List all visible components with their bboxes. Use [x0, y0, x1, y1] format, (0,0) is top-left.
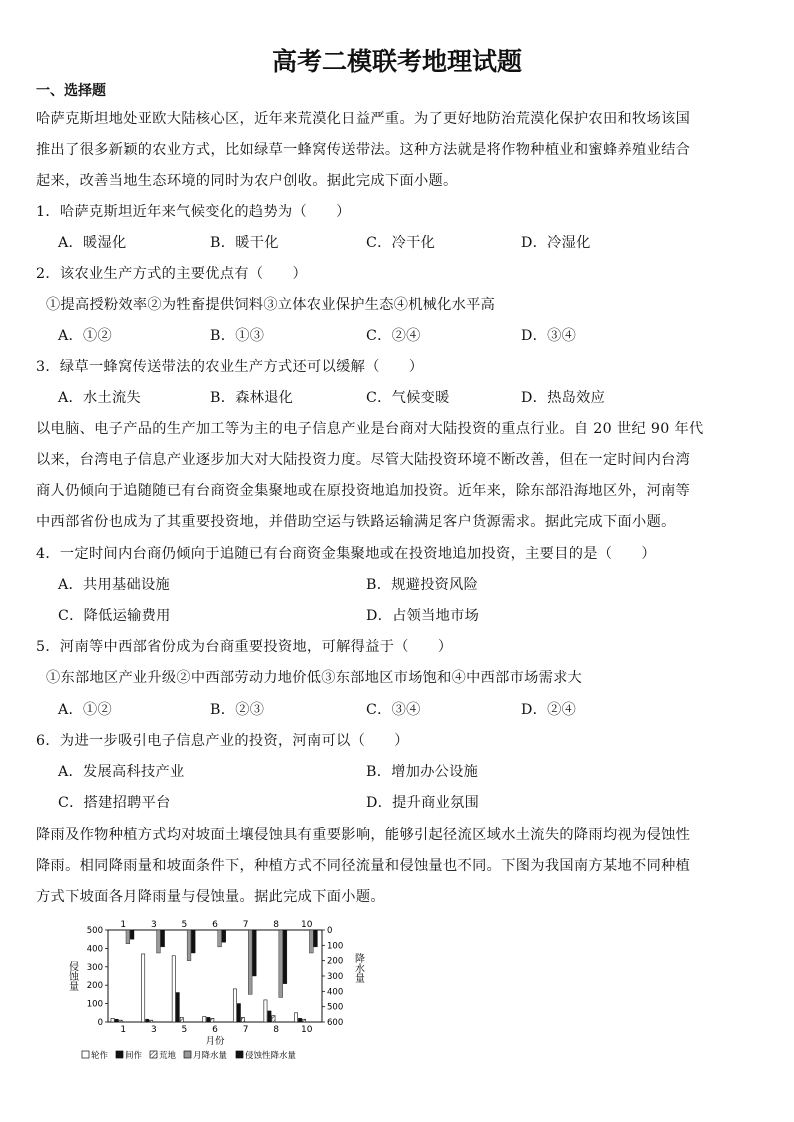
x-tick-label-top: 7 [242, 920, 249, 930]
legend-label: 侵蚀性降水量 [245, 1051, 297, 1061]
page-title: 高考二模联考地理试题 [271, 47, 522, 76]
x-tick-label-top: 10 [300, 920, 313, 930]
passage-line: 以来，台湾电子信息产业逐步加大对大陆投资力度。尽管大陆投资环境不断改善，但在一定时间内台湾 [36, 452, 691, 468]
option-c[interactable]: C．②④ [366, 328, 421, 344]
x-tick-label: 3 [150, 1025, 157, 1035]
option-d[interactable]: D．冷湿化 [521, 235, 591, 251]
question-stem: 1．哈萨克斯坦近年来气候变化的趋势为（ ） [36, 204, 351, 220]
bar-轮作 [142, 954, 145, 1022]
y2-tick-label: 400 [327, 987, 344, 998]
y-tick-label: 200 [86, 981, 103, 992]
bar-侵蚀性降水量 [191, 930, 195, 953]
passage-line: 起来，改善当地生态环境的同时为农户创收。据此完成下面小题。 [36, 173, 458, 189]
x-tick-label-top: 5 [181, 920, 188, 930]
bar-间作 [298, 1018, 301, 1022]
bar-侵蚀性降水量 [252, 930, 256, 976]
option-a[interactable]: A．共用基础设施 [58, 577, 170, 593]
question-stem: 3．绿草一蜂窝传送带法的农业生产方式还可以缓解（ ） [36, 359, 424, 375]
plot-frame [108, 930, 322, 1022]
option-b[interactable]: B．①③ [210, 328, 265, 344]
bar-月降水量 [187, 930, 191, 961]
passage-line: 商人仍倾向于追随随已有台商资金集聚地或在原投资地追加投资。近年来，除东部沿海地区外，河南等 [36, 483, 691, 499]
bar-月降水量 [126, 930, 130, 944]
option-b[interactable]: B．暖干化 [210, 235, 279, 251]
option-b[interactable]: B．增加办公设施 [366, 764, 479, 780]
bar-荒地 [302, 1019, 305, 1022]
y2-tick-label: 500 [327, 1002, 344, 1013]
question-stem: 6．为进一步吸引电子信息产业的投资，河南可以（ ） [36, 733, 409, 749]
passage-line: 降雨。相同降雨量和坡面条件下，种植方式不同径流量和侵蚀量也不同。下图为我国南方某地不同种植 [36, 858, 691, 874]
question-stem: 5．河南等中西部省份成为台商重要投资地，可解得益于（ ） [36, 639, 453, 655]
option-d[interactable]: D．③④ [521, 328, 577, 344]
y-axis-label: 侵蚀量 [66, 961, 78, 991]
bar-间作 [237, 1004, 240, 1022]
x-tick-label: 7 [242, 1025, 249, 1035]
question-statements: ①提高授粉效率②为牲畜提供饲料③立体农业保护生态④机械化水平高 [46, 297, 496, 313]
passage-line: 推出了很多新颖的农业方式，比如绿草一蜂窝传送带法。这种方法就是将作物种植业和蜜蜂养殖业结合 [36, 142, 691, 158]
x-tick-label-top: 1 [120, 920, 127, 930]
option-b[interactable]: B．规避投资风险 [366, 577, 479, 593]
passage-line: 降雨及作物种植方式均对坡面土壤侵蚀具有重要影响，能够引起径流区域水土流失的降雨均视为侵蚀性 [36, 827, 691, 843]
bar-轮作 [264, 1000, 267, 1022]
y2-tick-label: 100 [327, 941, 344, 952]
legend-swatch [82, 1051, 89, 1058]
option-d[interactable]: D．提升商业氛围 [366, 795, 480, 811]
option-d[interactable]: D．占领当地市场 [366, 608, 480, 624]
bar-间作 [146, 1019, 149, 1022]
bar-月降水量 [248, 930, 252, 994]
passage-line: 以电脑、电子产品的生产加工等为主的电子信息产业是台商对大陆投资的重点行业。自 20 世纪 90 年代 [36, 421, 704, 437]
bar-轮作 [111, 1018, 114, 1022]
y-tick-label: 400 [86, 944, 103, 955]
legend-swatch [184, 1051, 191, 1058]
option-c[interactable]: C．③④ [366, 702, 421, 718]
bar-荒地 [180, 1017, 183, 1022]
option-c[interactable]: C．冷干化 [366, 235, 436, 251]
option-a[interactable]: A．水土流失 [58, 390, 141, 406]
legend-swatch [150, 1051, 157, 1058]
bar-荒地 [150, 1020, 153, 1022]
x-tick-label-top: 6 [212, 920, 218, 930]
y2-tick-label: 600 [327, 1018, 344, 1028]
erosion-rainfall-chart [60, 912, 380, 1072]
y2-axis-label: 降水量 [352, 953, 364, 983]
legend-swatch [236, 1051, 243, 1058]
option-b[interactable]: B．②③ [210, 702, 265, 718]
bar-轮作 [172, 956, 175, 1022]
bar-月降水量 [157, 930, 161, 953]
question-stem: 4．一定时间内台商仍倾向于追随已有台商资金集聚地或在投资地追加投资，主要目的是（ ） [36, 546, 656, 562]
section-heading: 一、选择题 [36, 83, 106, 99]
option-a[interactable]: A．暖湿化 [58, 235, 127, 251]
passage-line: 方式下坡面各月降雨量与侵蚀量。据此完成下面小题。 [36, 889, 385, 905]
option-c[interactable]: C．气候变暖 [366, 390, 450, 406]
bar-月降水量 [279, 930, 283, 997]
bar-侵蚀性降水量 [222, 930, 226, 942]
option-b[interactable]: B．森林退化 [210, 390, 294, 406]
legend-swatch [116, 1051, 123, 1058]
y-tick-label: 500 [86, 926, 103, 936]
y2-tick-label: 0 [327, 926, 333, 936]
x-tick-label: 1 [120, 1025, 127, 1035]
bar-荒地 [119, 1020, 122, 1022]
bar-间作 [115, 1019, 118, 1022]
x-tick-label: 8 [273, 1025, 280, 1035]
bar-间作 [207, 1017, 210, 1022]
y-tick-label: 300 [86, 962, 103, 973]
legend-label: 轮作 [91, 1051, 109, 1061]
y-tick-label: 100 [86, 999, 103, 1010]
legend-label: 荒地 [159, 1051, 177, 1061]
option-d[interactable]: D．②④ [521, 702, 577, 718]
option-c[interactable]: C．搭建招聘平台 [58, 795, 171, 811]
bar-荒地 [272, 1016, 275, 1022]
bar-轮作 [233, 989, 236, 1022]
x-axis-label: 月份 [205, 1036, 225, 1047]
bar-月降水量 [309, 930, 313, 953]
bar-侵蚀性降水量 [314, 930, 318, 947]
x-tick-label: 10 [300, 1025, 313, 1035]
x-tick-label-top: 3 [150, 920, 157, 930]
bar-荒地 [211, 1018, 214, 1022]
legend-label: 月降水量 [193, 1051, 228, 1061]
x-tick-label: 6 [212, 1025, 218, 1035]
option-a[interactable]: A．①② [58, 702, 113, 718]
bar-间作 [176, 993, 179, 1022]
x-tick-label-top: 8 [273, 920, 280, 930]
option-d[interactable]: D．热岛效应 [521, 390, 606, 406]
bar-间作 [268, 1011, 271, 1022]
legend-label: 间作 [125, 1051, 143, 1061]
option-c[interactable]: C．降低运输费用 [58, 608, 171, 624]
x-tick-label: 5 [181, 1025, 188, 1035]
passage-line: 中西部省份也成为了其重要投资地，并借助空运与铁路运输满足客户货源需求。据此完成下面小题。 [36, 514, 676, 530]
question-stem: 2．该农业生产方式的主要优点有（ ） [36, 266, 308, 282]
passage-line: 哈萨克斯坦地处亚欧大陆核心区，近年来荒漠化日益严重。为了更好地防治荒漠化保护农田和牧场该国 [36, 111, 691, 127]
option-a[interactable]: A．①② [58, 328, 113, 344]
option-a[interactable]: A．发展高科技产业 [58, 764, 185, 780]
bar-轮作 [294, 1013, 297, 1022]
bar-荒地 [241, 1017, 244, 1022]
y2-tick-label: 300 [327, 972, 344, 982]
y-tick-label: 0 [97, 1018, 103, 1028]
bar-月降水量 [218, 930, 222, 947]
y2-tick-label: 200 [327, 956, 344, 967]
question-statements: ①东部地区产业升级②中西部劳动力地价低③东部地区市场饱和④中西部市场需求大 [46, 670, 583, 686]
bar-侵蚀性降水量 [283, 930, 287, 984]
bar-侵蚀性降水量 [161, 930, 165, 947]
bar-轮作 [203, 1016, 206, 1022]
bar-侵蚀性降水量 [130, 930, 134, 939]
